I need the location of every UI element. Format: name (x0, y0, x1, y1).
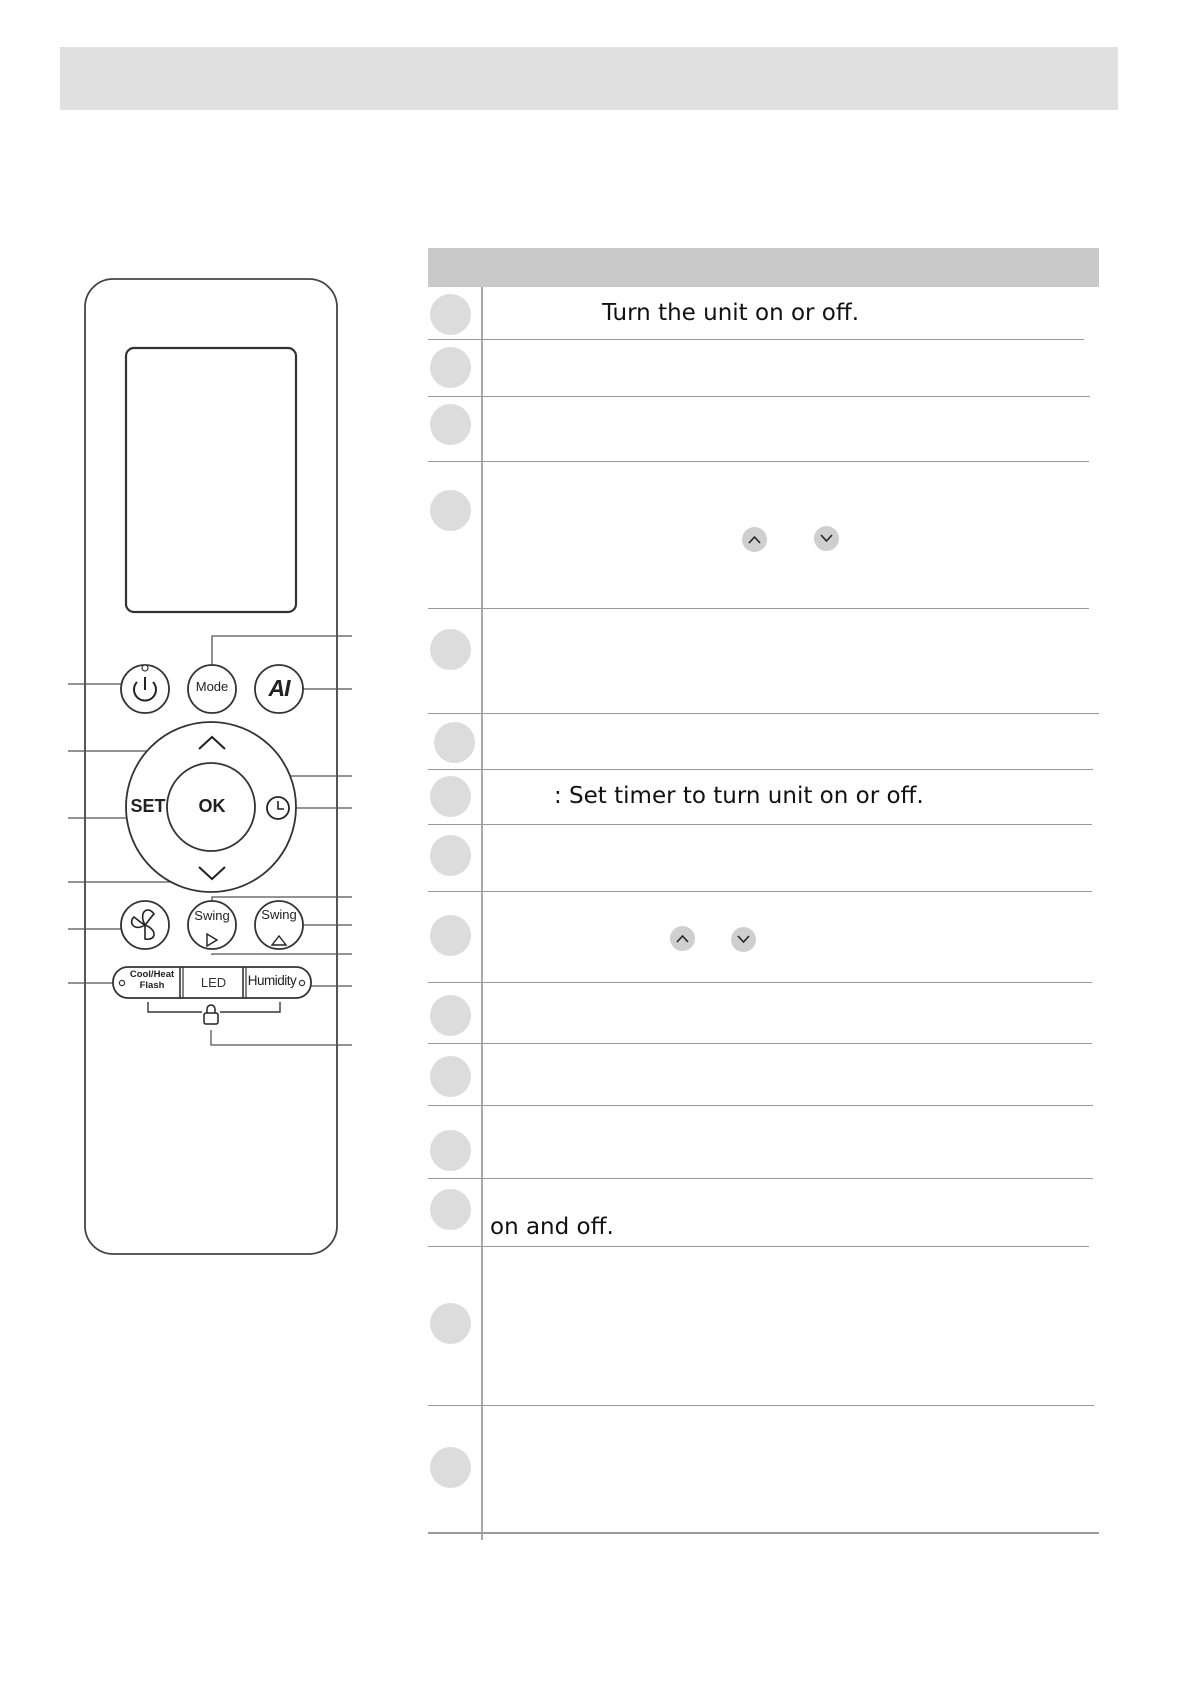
row-number-circle (434, 722, 475, 763)
row-number-circle (430, 294, 471, 335)
row-divider (428, 1178, 1093, 1179)
row-number-circle (430, 995, 471, 1036)
up-arrow-icon (670, 926, 695, 951)
row-number-circle (430, 835, 471, 876)
cool-heat-flash-label: Cool/Heat Flash (129, 969, 175, 991)
row-divider (428, 713, 1099, 714)
table-column-divider (481, 287, 483, 1540)
row-divider (428, 608, 1089, 609)
ai-label: AI (268, 675, 290, 701)
row-divider (428, 461, 1089, 462)
row-divider (428, 1043, 1092, 1044)
up-arrow-icon (742, 527, 767, 552)
row-divider (428, 339, 1084, 340)
power-indicator (142, 665, 148, 671)
row-divider (428, 396, 1090, 397)
humidity-indicator (299, 980, 304, 985)
row-divider (428, 982, 1092, 983)
down-arrow-icon (731, 927, 756, 952)
remote-control-illustration (0, 0, 380, 1684)
led-label: LED (200, 975, 227, 990)
row-divider (428, 1246, 1089, 1247)
timer-description: : Set timer to turn unit on or off. (554, 783, 924, 809)
row-number-circle (430, 915, 471, 956)
row-number-circle (430, 776, 471, 817)
vertical-swing-label: Swing (194, 908, 230, 923)
remote-display (126, 348, 296, 612)
row-divider (428, 1405, 1094, 1406)
table-header (428, 248, 1099, 287)
row-number-circle (430, 404, 471, 445)
horizontal-swing-label: Swing (261, 907, 297, 922)
set-label: SET (130, 796, 166, 816)
row-number-circle (430, 490, 471, 531)
row-divider (428, 1105, 1093, 1106)
row-number-circle (430, 1056, 471, 1097)
power-description: Turn the unit on or off. (602, 300, 860, 326)
row-number-circle (430, 1189, 471, 1230)
row-number-circle (430, 347, 471, 388)
table-bottom-border (428, 1532, 1099, 1534)
ok-label: OK (198, 796, 226, 816)
humidity-label: Humidity (247, 973, 297, 988)
down-arrow-icon (814, 526, 839, 551)
row-divider (428, 769, 1093, 770)
row-divider (428, 891, 1092, 892)
lock-description: on and off. (490, 1214, 614, 1240)
row-number-circle (430, 629, 471, 670)
row-number-circle (430, 1130, 471, 1171)
row-number-circle (430, 1447, 471, 1488)
mode-label: Mode (195, 679, 229, 694)
row-number-circle (430, 1303, 471, 1344)
row-divider (428, 824, 1092, 825)
